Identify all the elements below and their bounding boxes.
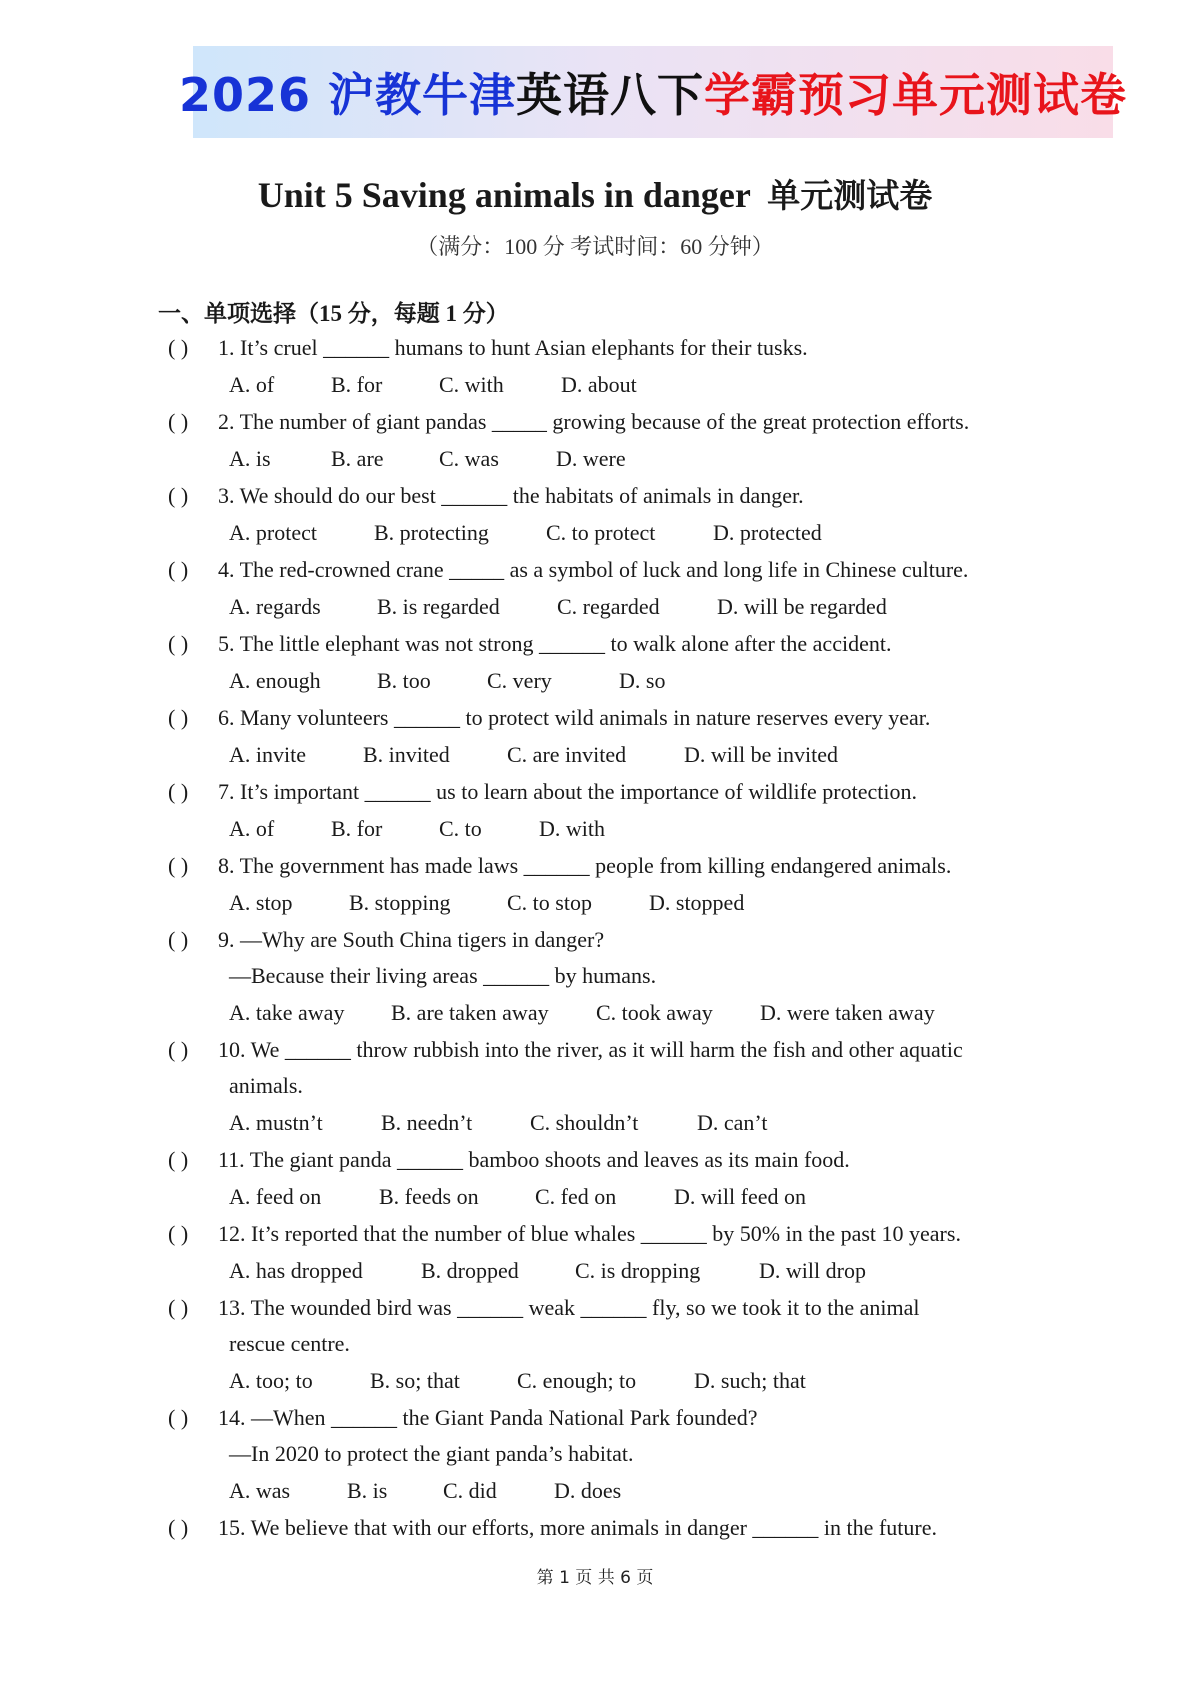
- answer-options: [168, 1252, 1068, 1290]
- answer-options: [168, 588, 1068, 626]
- question-stem: 1. It’s cruel ______ humans to hunt Asian elephants for their tusks.: [218, 335, 808, 360]
- option-d: D. does: [554, 1478, 622, 1503]
- option-c: C. to protect: [546, 520, 656, 545]
- option-a: A. protect: [229, 520, 317, 545]
- question-3: [168, 478, 1068, 514]
- option-a: A. feed on: [229, 1184, 322, 1209]
- option-b: B. invited: [363, 742, 450, 767]
- answer-blank: ( ): [168, 1515, 189, 1540]
- option-d: D. about: [561, 372, 637, 397]
- page-number: 第 1 页 共 6 页: [536, 1568, 654, 1588]
- question-stem: 2. The number of giant pandas _____ growing because of the great protection efforts.: [218, 409, 970, 434]
- option-a: A. has dropped: [229, 1258, 363, 1283]
- option-d: D. will drop: [759, 1258, 866, 1283]
- option-d: D. will feed on: [674, 1184, 806, 1209]
- question-2: [168, 404, 1068, 440]
- option-b: B. for: [331, 816, 383, 841]
- option-d: D. protected: [713, 520, 822, 545]
- title-chinese: 单元测试卷: [767, 176, 933, 215]
- answer-options: [168, 440, 1068, 478]
- option-b: B. are: [331, 446, 384, 471]
- question-stem: 9. —Why are South China tigers in danger?: [218, 927, 605, 952]
- option-a: A. is: [229, 446, 271, 471]
- answer-blank: ( ): [168, 1221, 189, 1246]
- option-d: D. will be regarded: [717, 594, 887, 619]
- option-c: C. is dropping: [575, 1258, 701, 1283]
- question-13: [168, 1290, 1068, 1326]
- option-b: B. stopping: [349, 890, 451, 915]
- answer-options: [168, 884, 1068, 922]
- answer-blank: ( ): [168, 705, 189, 730]
- question-stem: 4. The red-crowned crane _____ as a symbol of luck and long life in Chinese culture.: [218, 557, 969, 582]
- option-c: C. regarded: [557, 594, 660, 619]
- question-14: [168, 1400, 1068, 1436]
- option-d: D. will be invited: [684, 742, 838, 767]
- option-c: C. took away: [596, 1000, 713, 1025]
- answer-blank: ( ): [168, 335, 189, 360]
- title-english: Unit 5 Saving animals in danger: [257, 175, 751, 215]
- answer-blank: ( ): [168, 853, 189, 878]
- option-d: D. so: [619, 668, 666, 693]
- page-title: [0, 170, 1190, 217]
- question-stem: 10. We ______ throw rubbish into the river, as it will harm the fish and other aquatic: [218, 1037, 963, 1062]
- option-b: B. for: [331, 372, 383, 397]
- question-stem: 6. Many volunteers ______ to protect wild animals in nature reserves every year.: [218, 705, 931, 730]
- question-stem: 8. The government has made laws ______ people from killing endangered animals.: [218, 853, 952, 878]
- option-a: A. of: [229, 816, 275, 841]
- answer-options: [168, 1472, 1068, 1510]
- option-c: C. enough; to: [517, 1368, 637, 1393]
- question-15: [168, 1510, 1068, 1546]
- answer-blank: ( ): [168, 927, 189, 952]
- option-d: D. stopped: [649, 890, 745, 915]
- banner-subject: 英语八下: [516, 68, 705, 122]
- option-c: C. are invited: [507, 742, 627, 767]
- option-c: C. was: [439, 446, 499, 471]
- header-banner: [178, 46, 1128, 138]
- question-9: [168, 922, 1068, 958]
- answer-blank: ( ): [168, 1405, 189, 1430]
- question-stem: 11. The giant panda ______ bamboo shoots and leaves as its main food.: [218, 1147, 850, 1172]
- answer-blank: ( ): [168, 631, 189, 656]
- option-c: C. did: [443, 1478, 497, 1503]
- option-b: B. is regarded: [377, 594, 500, 619]
- question-stem-continued: —Because their living areas ______ by humans.: [229, 963, 657, 988]
- option-b: B. is: [347, 1478, 388, 1503]
- option-c: C. to stop: [507, 890, 592, 915]
- option-a: A. of: [229, 372, 275, 397]
- option-a: A. regards: [229, 594, 321, 619]
- option-a: A. stop: [229, 890, 293, 915]
- banner-year-publisher: 2026 沪教牛津: [178, 68, 517, 122]
- answer-blank: ( ): [168, 1147, 189, 1172]
- option-b: B. so; that: [370, 1368, 460, 1393]
- option-a: A. invite: [229, 742, 306, 767]
- question-stem: 7. It’s important ______ us to learn about the importance of wildlife protection.: [218, 779, 917, 804]
- option-a: A. was: [229, 1478, 291, 1503]
- question-stem: 13. The wounded bird was ______ weak ______ fly, so we took it to the animal: [218, 1295, 920, 1320]
- option-b: B. too: [377, 668, 431, 693]
- option-a: A. enough: [229, 668, 321, 693]
- answer-blank: ( ): [168, 1295, 189, 1320]
- question-stem: 5. The little elephant was not strong ______ to walk alone after the accident.: [218, 631, 892, 656]
- answer-options: [168, 1104, 1068, 1142]
- answer-options: [168, 810, 1068, 848]
- answer-blank: ( ): [168, 1037, 189, 1062]
- question-5: [168, 626, 1068, 662]
- option-a: A. too; to: [229, 1368, 313, 1393]
- question-stem-continued: —In 2020 to protect the giant panda’s habitat.: [229, 1441, 634, 1466]
- option-b: B. needn’t: [381, 1110, 473, 1135]
- banner-test-type: 学霸预习单元测试卷: [704, 68, 1128, 122]
- question-4: [168, 552, 1068, 588]
- question-12: [168, 1216, 1068, 1252]
- option-d: D. such; that: [694, 1368, 806, 1393]
- option-c: C. fed on: [535, 1184, 617, 1209]
- option-c: C. to: [439, 816, 482, 841]
- answer-blank: ( ): [168, 557, 189, 582]
- question-11: [168, 1142, 1068, 1178]
- question-stem: 12. It’s reported that the number of blue whales ______ by 50% in the past 10 years.: [218, 1221, 961, 1246]
- option-b: B. are taken away: [391, 1000, 549, 1025]
- answer-blank: ( ): [168, 483, 189, 508]
- option-c: C. very: [487, 668, 552, 693]
- question-stem: 15. We believe that with our efforts, more animals in danger ______ in the future.: [218, 1515, 937, 1540]
- exam-info: （满分：100 分 考试时间：60 分钟）: [416, 234, 774, 259]
- answer-options: [168, 514, 1068, 552]
- option-b: B. feeds on: [379, 1184, 479, 1209]
- option-d: D. with: [539, 816, 605, 841]
- option-d: D. can’t: [697, 1110, 768, 1135]
- question-stem: 3. We should do our best ______ the habitats of animals in danger.: [218, 483, 804, 508]
- question-stem-continued: rescue centre.: [229, 1331, 350, 1356]
- option-a: A. mustn’t: [229, 1110, 323, 1135]
- answer-options: [168, 994, 1068, 1032]
- answer-options: [168, 662, 1068, 700]
- option-c: C. shouldn’t: [530, 1110, 639, 1135]
- answer-options: [168, 736, 1068, 774]
- question-7: [168, 774, 1068, 810]
- answer-options: [168, 1362, 1068, 1400]
- question-stem-continued: animals.: [229, 1073, 303, 1098]
- question-list: [168, 330, 1068, 1546]
- question-10: [168, 1032, 1068, 1068]
- option-d: D. were: [556, 446, 626, 471]
- answer-options: [168, 1178, 1068, 1216]
- question-6: [168, 700, 1068, 736]
- option-a: A. take away: [229, 1000, 345, 1025]
- question-stem: 14. —When ______ the Giant Panda National Park founded?: [218, 1405, 758, 1430]
- option-b: B. dropped: [421, 1258, 519, 1283]
- option-d: D. were taken away: [760, 1000, 935, 1025]
- section-heading: 一、单项选择（15 分，每题 1 分）: [158, 301, 509, 326]
- answer-blank: ( ): [168, 409, 189, 434]
- question-8: [168, 848, 1068, 884]
- option-c: C. with: [439, 372, 504, 397]
- answer-blank: ( ): [168, 779, 189, 804]
- option-b: B. protecting: [374, 520, 489, 545]
- question-1: [168, 330, 1068, 366]
- answer-options: [168, 366, 1068, 404]
